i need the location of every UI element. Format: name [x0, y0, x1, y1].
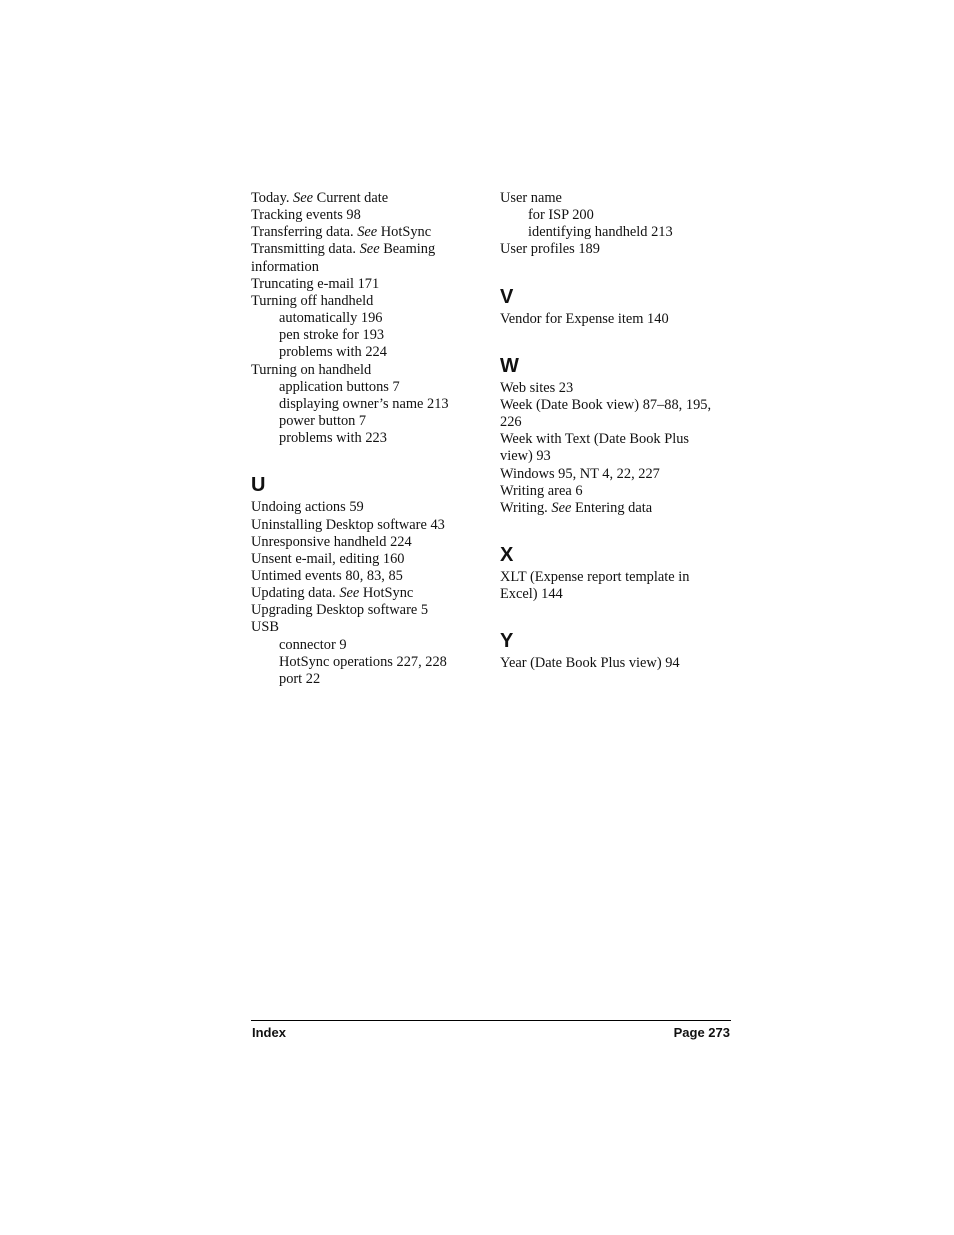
index-column-right [500, 190, 730, 673]
index-entry-continuation: Excel) 144 [500, 586, 563, 603]
index-entry: Week (Date Book view) 87–88, 195, [500, 396, 712, 413]
index-entry: Transferring data. See HotSync [251, 224, 432, 241]
index-entry: Year (Date Book Plus view) 94 [500, 655, 680, 672]
section-letter-y: Y [500, 630, 514, 653]
index-entry: Upgrading Desktop software 5 [251, 602, 429, 619]
index-entry: USB [251, 619, 279, 636]
index-entry: Undoing actions 59 [251, 499, 364, 516]
index-entry: Writing area 6 [500, 482, 583, 499]
index-entry: Today. See Current date [251, 190, 389, 206]
footer-section-title: Index [252, 1025, 286, 1040]
index-entry-continuation: view) 93 [500, 448, 551, 465]
section-letter-v: V [500, 285, 514, 308]
index-entry: Unresponsive handheld 224 [251, 533, 412, 550]
index-entry: Web sites 23 [500, 379, 574, 396]
index-entry: Untimed events 80, 83, 85 [251, 567, 403, 584]
index-entry: Vendor for Expense item 140 [500, 310, 669, 327]
index-entry: Truncating e-mail 171 [251, 275, 380, 292]
index-column-left [251, 190, 476, 688]
index-subentry: pen stroke for 193 [279, 327, 385, 344]
index-subentry: port 22 [279, 670, 321, 687]
index-entry: User name [500, 190, 562, 206]
footer-rule [251, 1020, 731, 1021]
index-subentry: connector 9 [279, 636, 347, 653]
index-entry: Week with Text (Date Book Plus [500, 431, 690, 448]
index-entry: Unsent e-mail, editing 160 [251, 550, 405, 567]
index-entry: Windows 95, NT 4, 22, 227 [500, 465, 660, 482]
index-subentry: problems with 224 [279, 344, 387, 361]
index-entry-continuation: information [251, 258, 319, 275]
section-letter-x: X [500, 544, 514, 567]
index-entry: XLT (Expense report template in [500, 569, 690, 586]
index-subentry: identifying handheld 213 [528, 224, 673, 241]
index-entry: Turning off handheld [251, 292, 374, 309]
index-subentry: application buttons 7 [279, 378, 400, 395]
index-entry: Turning on handheld [251, 361, 372, 378]
section-letter-w: W [500, 354, 519, 377]
index-subentry: HotSync operations 227, 228 [279, 653, 447, 670]
index-subentry: power button 7 [279, 413, 367, 430]
index-entry: Tracking events 98 [251, 207, 361, 224]
index-entry: User profiles 189 [500, 241, 600, 258]
index-entry: Uninstalling Desktop software 43 [251, 516, 445, 533]
index-entry-continuation: 226 [500, 414, 522, 431]
index-subentry: automatically 196 [279, 310, 383, 327]
index-subentry: problems with 223 [279, 430, 387, 447]
index-entry: Writing. See Entering data [500, 499, 653, 516]
index-subentry: for ISP 200 [528, 207, 594, 224]
index-entry: Transmitting data. See Beaming [251, 241, 436, 258]
index-subentry: displaying owner’s name 213 [279, 395, 449, 412]
index-entry: Updating data. See HotSync [251, 585, 414, 602]
footer-page-number: Page 273 [673, 1025, 730, 1040]
section-letter-u: U [251, 474, 266, 497]
